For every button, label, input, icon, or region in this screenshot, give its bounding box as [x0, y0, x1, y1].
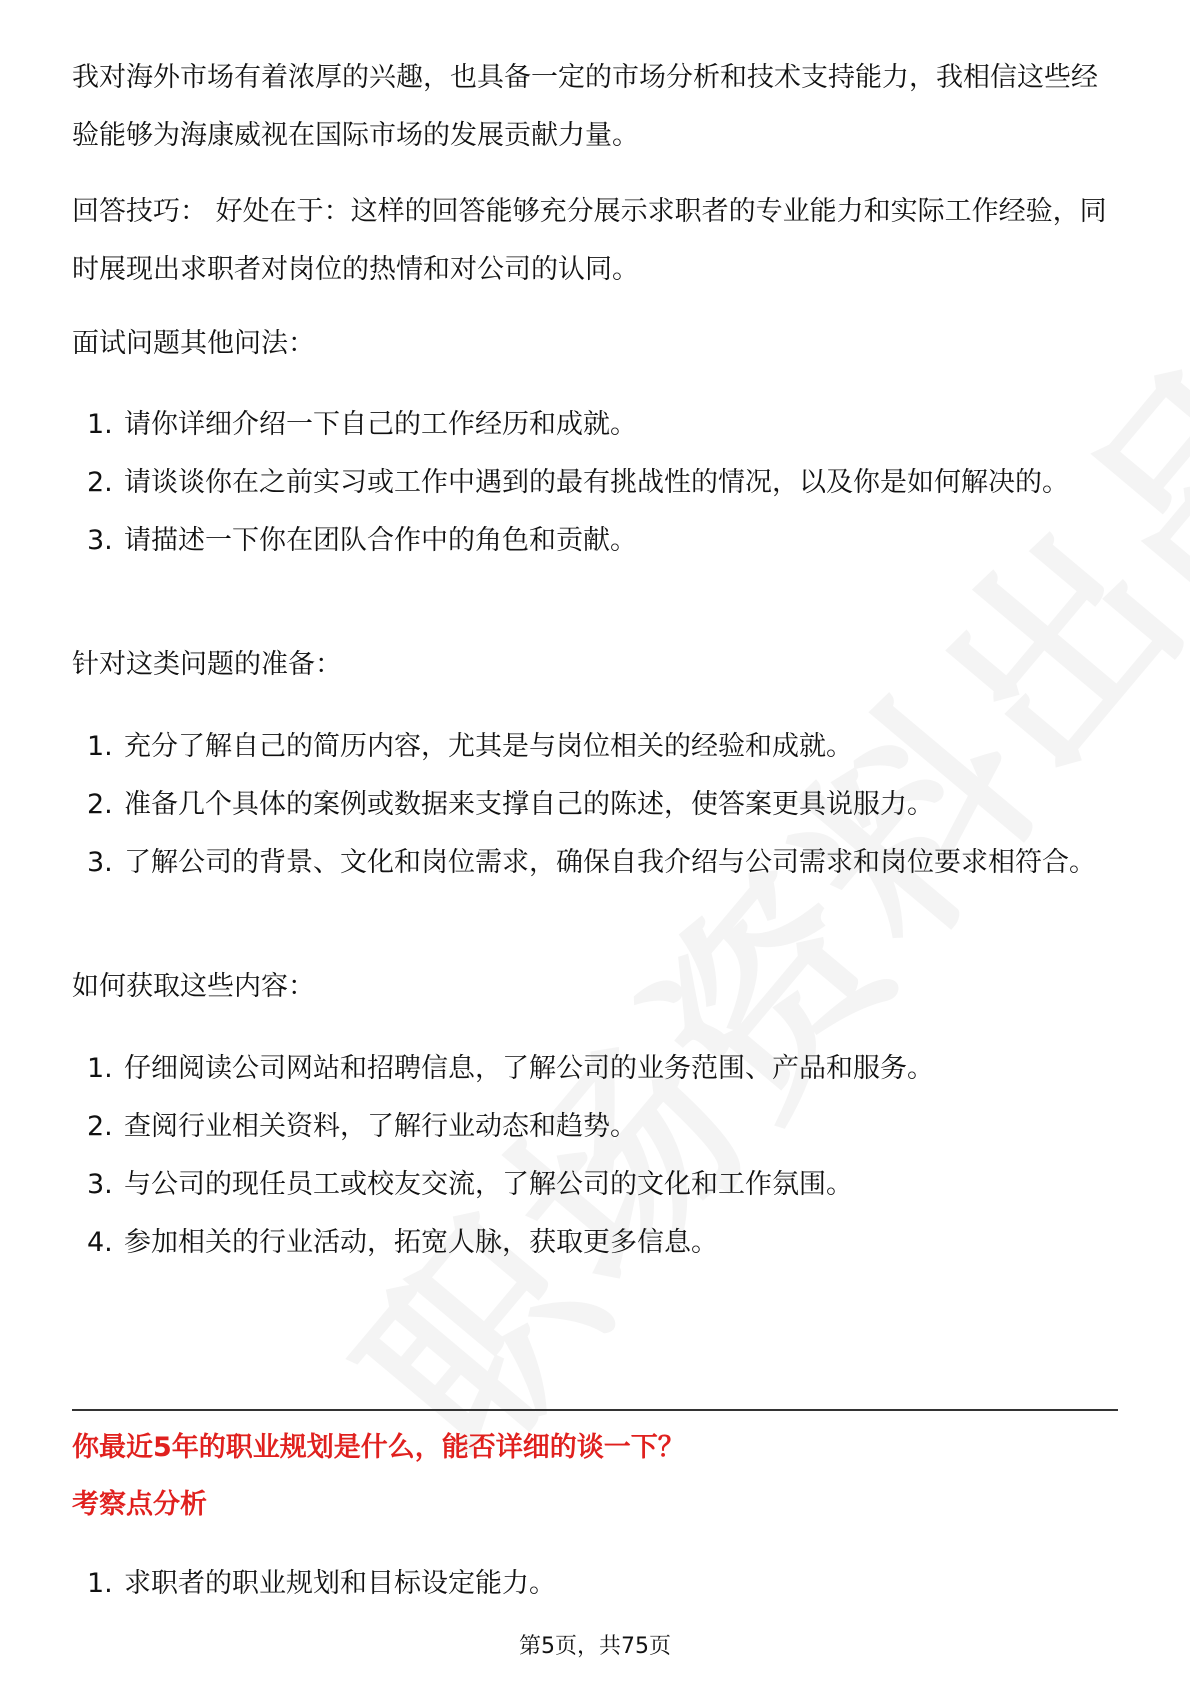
how-to-get-heading: 如何获取这些内容：: [72, 971, 315, 1002]
list-item: [72, 1555, 1118, 1613]
list-item: [72, 1040, 1118, 1098]
list-item-text: 请你详细介绍一下自己的工作经历和成就。: [124, 409, 637, 440]
list-item-text: 充分了解自己的简历内容，尤其是与岗位相关的经验和成就。: [124, 731, 853, 762]
list-item: [72, 834, 1118, 892]
list-item: [72, 396, 1118, 454]
list-item: [72, 454, 1118, 512]
question-title: 你最近5年的职业规划是什么，能否详细的谈一下？: [72, 1432, 685, 1463]
section-divider: [72, 1409, 1118, 1411]
list-item-text: 参加相关的行业活动，拓宽人脉，获取更多信息。: [124, 1227, 718, 1258]
how-to-get-list: [72, 1040, 1118, 1272]
analysis-heading: 考察点分析: [72, 1489, 207, 1520]
list-item: [72, 1156, 1118, 1214]
list-item-text: 求职者的职业规划和目标设定能力。: [124, 1568, 556, 1599]
other-questions-list: [72, 396, 1118, 570]
intro-paragraph: 我对海外市场有着浓厚的兴趣，也具备一定的市场分析和技术支持能力，我相信这些经验能够为海康威视在国际市场的发展贡献力量。: [72, 62, 1098, 151]
tips-paragraph: 回答技巧： 好处在于：这样的回答能够充分展示求职者的专业能力和实际工作经验，同时展现出求职者对岗位的热情和对公司的认同。: [72, 196, 1107, 285]
list-number: 2.: [87, 789, 113, 820]
list-item-text: 查阅行业相关资料，了解行业动态和趋势。: [124, 1111, 637, 1142]
preparation-heading: 针对这类问题的准备：: [72, 649, 342, 680]
list-number: 1.: [87, 731, 113, 762]
list-number: 3.: [87, 847, 113, 878]
analysis-list: [72, 1555, 1118, 1613]
list-item: [72, 718, 1118, 776]
list-number: 3.: [87, 525, 113, 556]
list-number: 3.: [87, 1169, 113, 1200]
list-item: [72, 1098, 1118, 1156]
list-item-text: 仔细阅读公司网站和招聘信息，了解公司的业务范围、产品和服务。: [124, 1053, 934, 1084]
list-item-text: 请描述一下你在团队合作中的角色和贡献。: [124, 525, 637, 556]
list-number: 2.: [87, 467, 113, 498]
list-item-text: 请谈谈你在之前实习或工作中遇到的最有挑战性的情况，以及你是如何解决的。: [124, 467, 1069, 498]
list-item-text: 准备几个具体的案例或数据来支撑自己的陈述，使答案更具说服力。: [124, 789, 934, 820]
other-questions-heading: 面试问题其他问法：: [72, 328, 315, 359]
list-item-text: 与公司的现任员工或校友交流，了解公司的文化和工作氛围。: [124, 1169, 853, 1200]
list-item-text: 了解公司的背景、文化和岗位需求，确保自我介绍与公司需求和岗位要求相符合。: [124, 847, 1096, 878]
list-number: 2.: [87, 1111, 113, 1142]
list-item: [72, 1214, 1118, 1272]
list-number: 1.: [87, 1568, 113, 1599]
list-number: 1.: [87, 1053, 113, 1084]
list-item: [72, 776, 1118, 834]
list-number: 1.: [87, 409, 113, 440]
preparation-list: [72, 718, 1118, 892]
list-number: 4.: [87, 1227, 113, 1258]
list-item: [72, 512, 1118, 570]
page-footer: 第5页，共75页: [519, 1634, 671, 1659]
